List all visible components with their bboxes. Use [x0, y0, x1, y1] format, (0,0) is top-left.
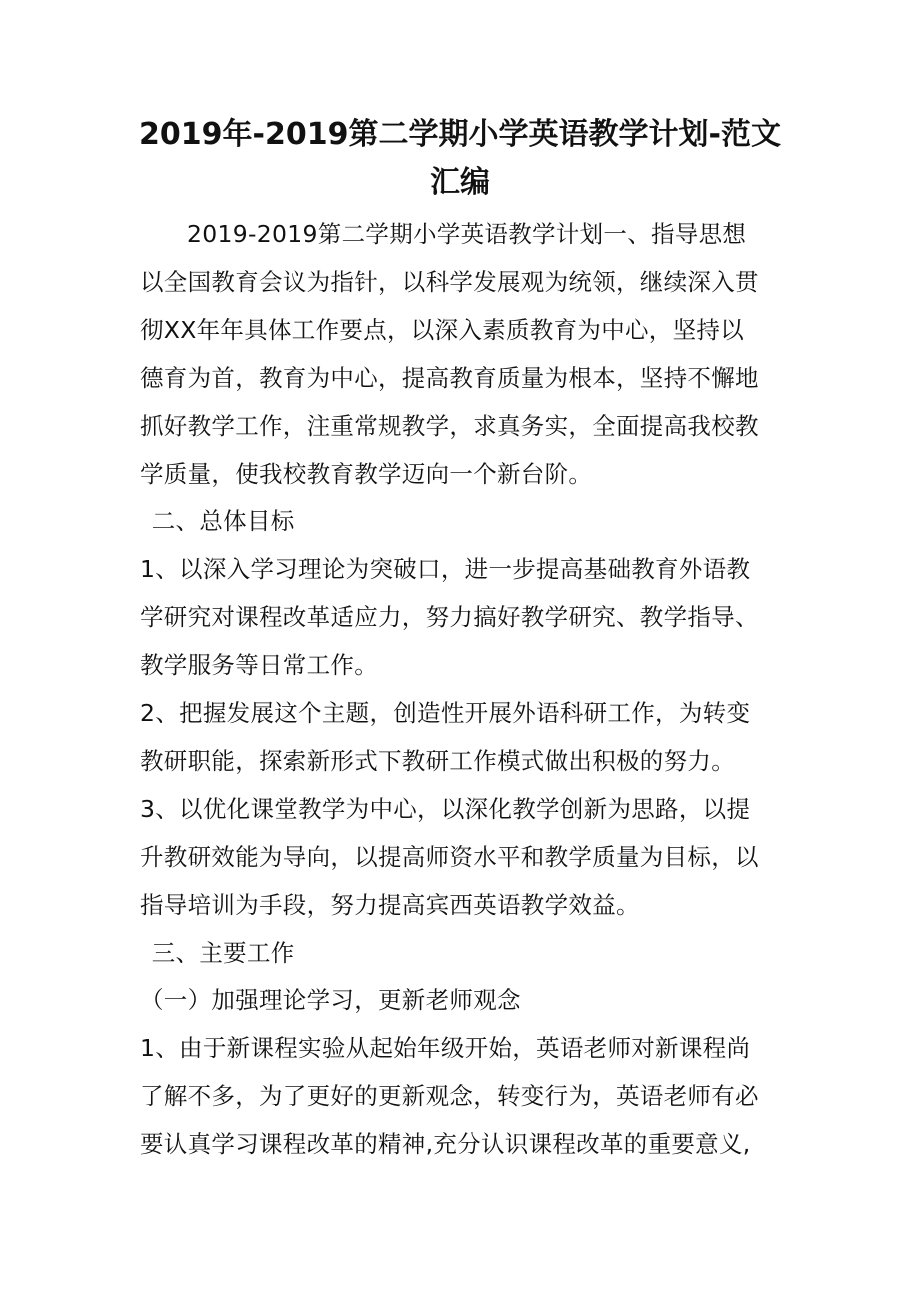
body-line: 二、总体目标 — [151, 507, 295, 536]
body-line: 德育为首，教育为中心，提高教育质量为根本，坚持不懈地 — [140, 363, 759, 392]
body-line: 1、由于新课程实验从起始年级开始，英语老师对新课程尚 — [140, 1034, 751, 1063]
body-line: 升教研效能为导向，以提高师资水平和教学质量为目标，以 — [140, 842, 759, 871]
body-line: 要认真学习课程改革的精神,充分认识课程改革的重要意义, — [140, 1130, 751, 1159]
body-line: 教学服务等日常工作。 — [140, 651, 378, 680]
body-line: 学研究对课程改革适应力，努力搞好教学研究、教学指导、 — [140, 603, 759, 632]
body-line: 教研职能，探索新形式下教研工作模式做出积极的努力。 — [140, 746, 735, 775]
body-line: （一）加强理论学习，更新老师观念 — [140, 986, 521, 1015]
body-line: 以全国教育会议为指针，以科学发展观为统领，继续深入贯 — [140, 267, 759, 296]
body-line: 三、主要工作 — [151, 938, 295, 967]
body-line: 2019-2019第二学期小学英语教学计划一、指导思想 — [187, 220, 747, 248]
body-line: 彻XX年年具体工作要点，以深入素质教育为中心，坚持以 — [140, 315, 744, 344]
body-line: 抓好教学工作，注重常规教学，求真务实，全面提高我校教 — [140, 411, 759, 440]
body-line: 3、以优化课堂教学为中心，以深化教学创新为思路，以提 — [140, 794, 751, 823]
body-line: 了解不多，为了更好的更新观念，转变行为，英语老师有必 — [140, 1082, 759, 1111]
body-line: 指导培训为手段，努力提高宾西英语教学效益。 — [140, 890, 640, 919]
body-line: 2、把握发展这个主题，创造性开展外语科研工作，为转变 — [140, 699, 751, 727]
body-line: 1、以深入学习理论为突破口，进一步提高基础教育外语教 — [140, 555, 751, 584]
document-title-line-1: 2019年-2019第二学期小学英语教学计划-范文 — [139, 117, 781, 152]
body-line: 学质量，使我校教育教学迈向一个新台阶。 — [140, 459, 593, 488]
document-title-line-2: 汇编 — [430, 165, 490, 200]
